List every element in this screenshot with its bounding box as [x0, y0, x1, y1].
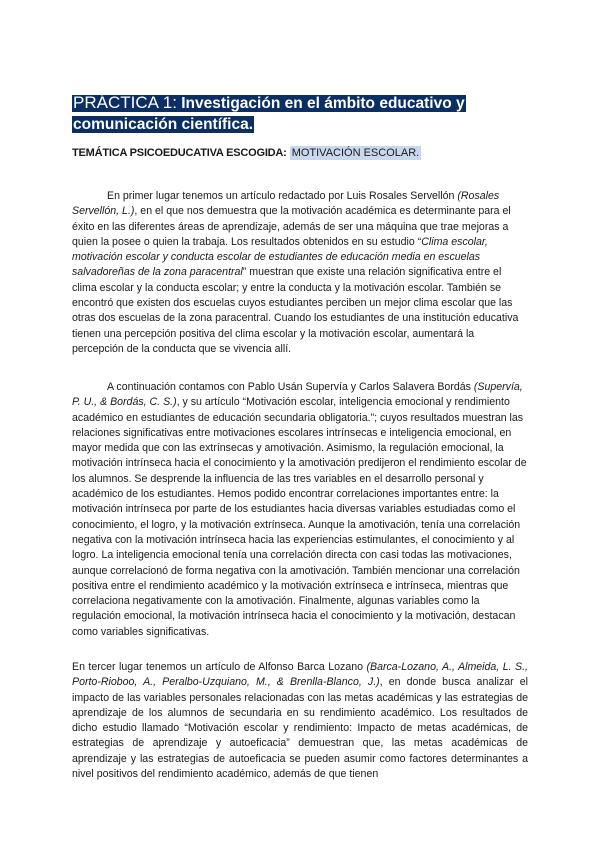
title-highlight [72, 95, 466, 133]
p2-citation: (Supervía, P. U., & Bordás, C. S.) [72, 381, 523, 409]
p1-text-2: , en el que nos demuestra que la motivación académica es determinante para el éxito en las diferentes áreas de aprendizaje, además de ser una máquina que trae mejoras a quien la posee o quien la trabaja. Los resultados obtenidos en su estudio “ [72, 205, 511, 248]
p2-text-1: A continuación contamos con Pablo Usán Supervía y Carlos Salavera Bordás [107, 381, 474, 393]
paragraph-2 [72, 380, 528, 640]
p3-text-2: , en donde busca analizar el impacto de las variables personales relacionadas con las metas académicas y las estrategias de aprendizaje de los alumnos de secundaria en su rendimiento académico. Los resultados de dicho estudio llamado “Motivación escolar y rendimiento: Impacto de metas académicas, de estrategias de aprendizaje y autoeficacia” demuestran que, las metas académicas de aprendizaje y las estrategias de autoeficacia se pueden asumir como factores determinantes a nivel positivos del rendimiento académico, además de que tienen [72, 676, 529, 781]
topic-value: MOTIVACIÓN ESCOLAR. [291, 147, 420, 159]
p1-study-title: Clima escolar, motivación escolar y conducta escolar de estudiantes de educación media en escuelas salvadoreñas de la zona paracentral [72, 235, 488, 279]
topic-label: TEMÁTICA PSICOEDUCATIVA ESCOGIDA: [72, 147, 287, 159]
p1-text-1: En primer lugar tenemos un artículo redactado por Luis Rosales Servellón [107, 190, 458, 202]
page-title [72, 92, 472, 135]
title-rest: Investigación en el ámbito educativo y comunicación científica. [73, 95, 465, 133]
paragraph-3 [72, 660, 528, 782]
p3-citation: (Barca-Lozano, A., Almeida, L. S., Porto-Rioboo, A., Peralbo-Uzquiano, M., & Brenlla-Blanco, J.) [72, 661, 528, 689]
title-lead: PRÁCTICA 1: [73, 93, 177, 112]
p1-citation: (Rosales Servellón, L.) [72, 190, 500, 218]
topic-line [72, 146, 532, 161]
p1-text-3: ” muestran que existe una relación significativa entre el clima escolar y la conducta escolar; y entre la conducta y la motivación escolar. También se encontró que existen dos escuelas cuyos estudiantes perciben un mejor clima escolar que las otras dos escuelas de la zona paracentral. Cuando los estudiantes de una institución educativa tienen una percepción positiva del clima escolar y la motivación escolar, aumentará la percepción de la conducta que se vivencia allí. [72, 266, 519, 355]
p2-text-2: , y su artículo “Motivación escolar, inteligencia emocional y rendimiento académico en estudiantes de educación secundaria obligatoria.”; cuyos resultados muestran las relaciones significativas entre motivaciones escolares intrínsecas e inteligencia emocional, en mayor medida que con las extrínsecas y amotivación. Asimismo, la regulación emocional, la motivación intrínseca hacia el conocimiento y la amotivación predijeron el rendimiento escolar de los alumnos. Se desprende la influencia de las tres variables en el desarrollo personal y académico de los estudiantes. Hemos podido encontrar correlaciones importantes entre: la motivación intrínseca por parte de los estudiantes hacia diversas variables estudiadas como el conocimiento, el logro, y la motivación extrínseca. Aunque la amotivación, tenía una correlación negativa con la motivación intrínseca hacia las experiencias estimulantes, el conocimiento y al logro. La inteligencia emocional tenía una correlación directa con casi todas las motivaciones, aunque correlacionó de forma negativa con la amotivación. También mencionar una correlación positiva entre el rendimiento académico y la motivación extrínseca e intrínseca, mientras que correlaciona negativamente con la amotivación. Finalmente, algunas variables como la regulación emocional, la motivación intrínseca hacia el conocimiento y la motivación, destacan como variables significativas. [72, 396, 527, 638]
paragraph-1 [72, 189, 528, 357]
p3-text-1: En tercer lugar tenemos un artículo de Alfonso Barca Lozano [72, 661, 367, 673]
